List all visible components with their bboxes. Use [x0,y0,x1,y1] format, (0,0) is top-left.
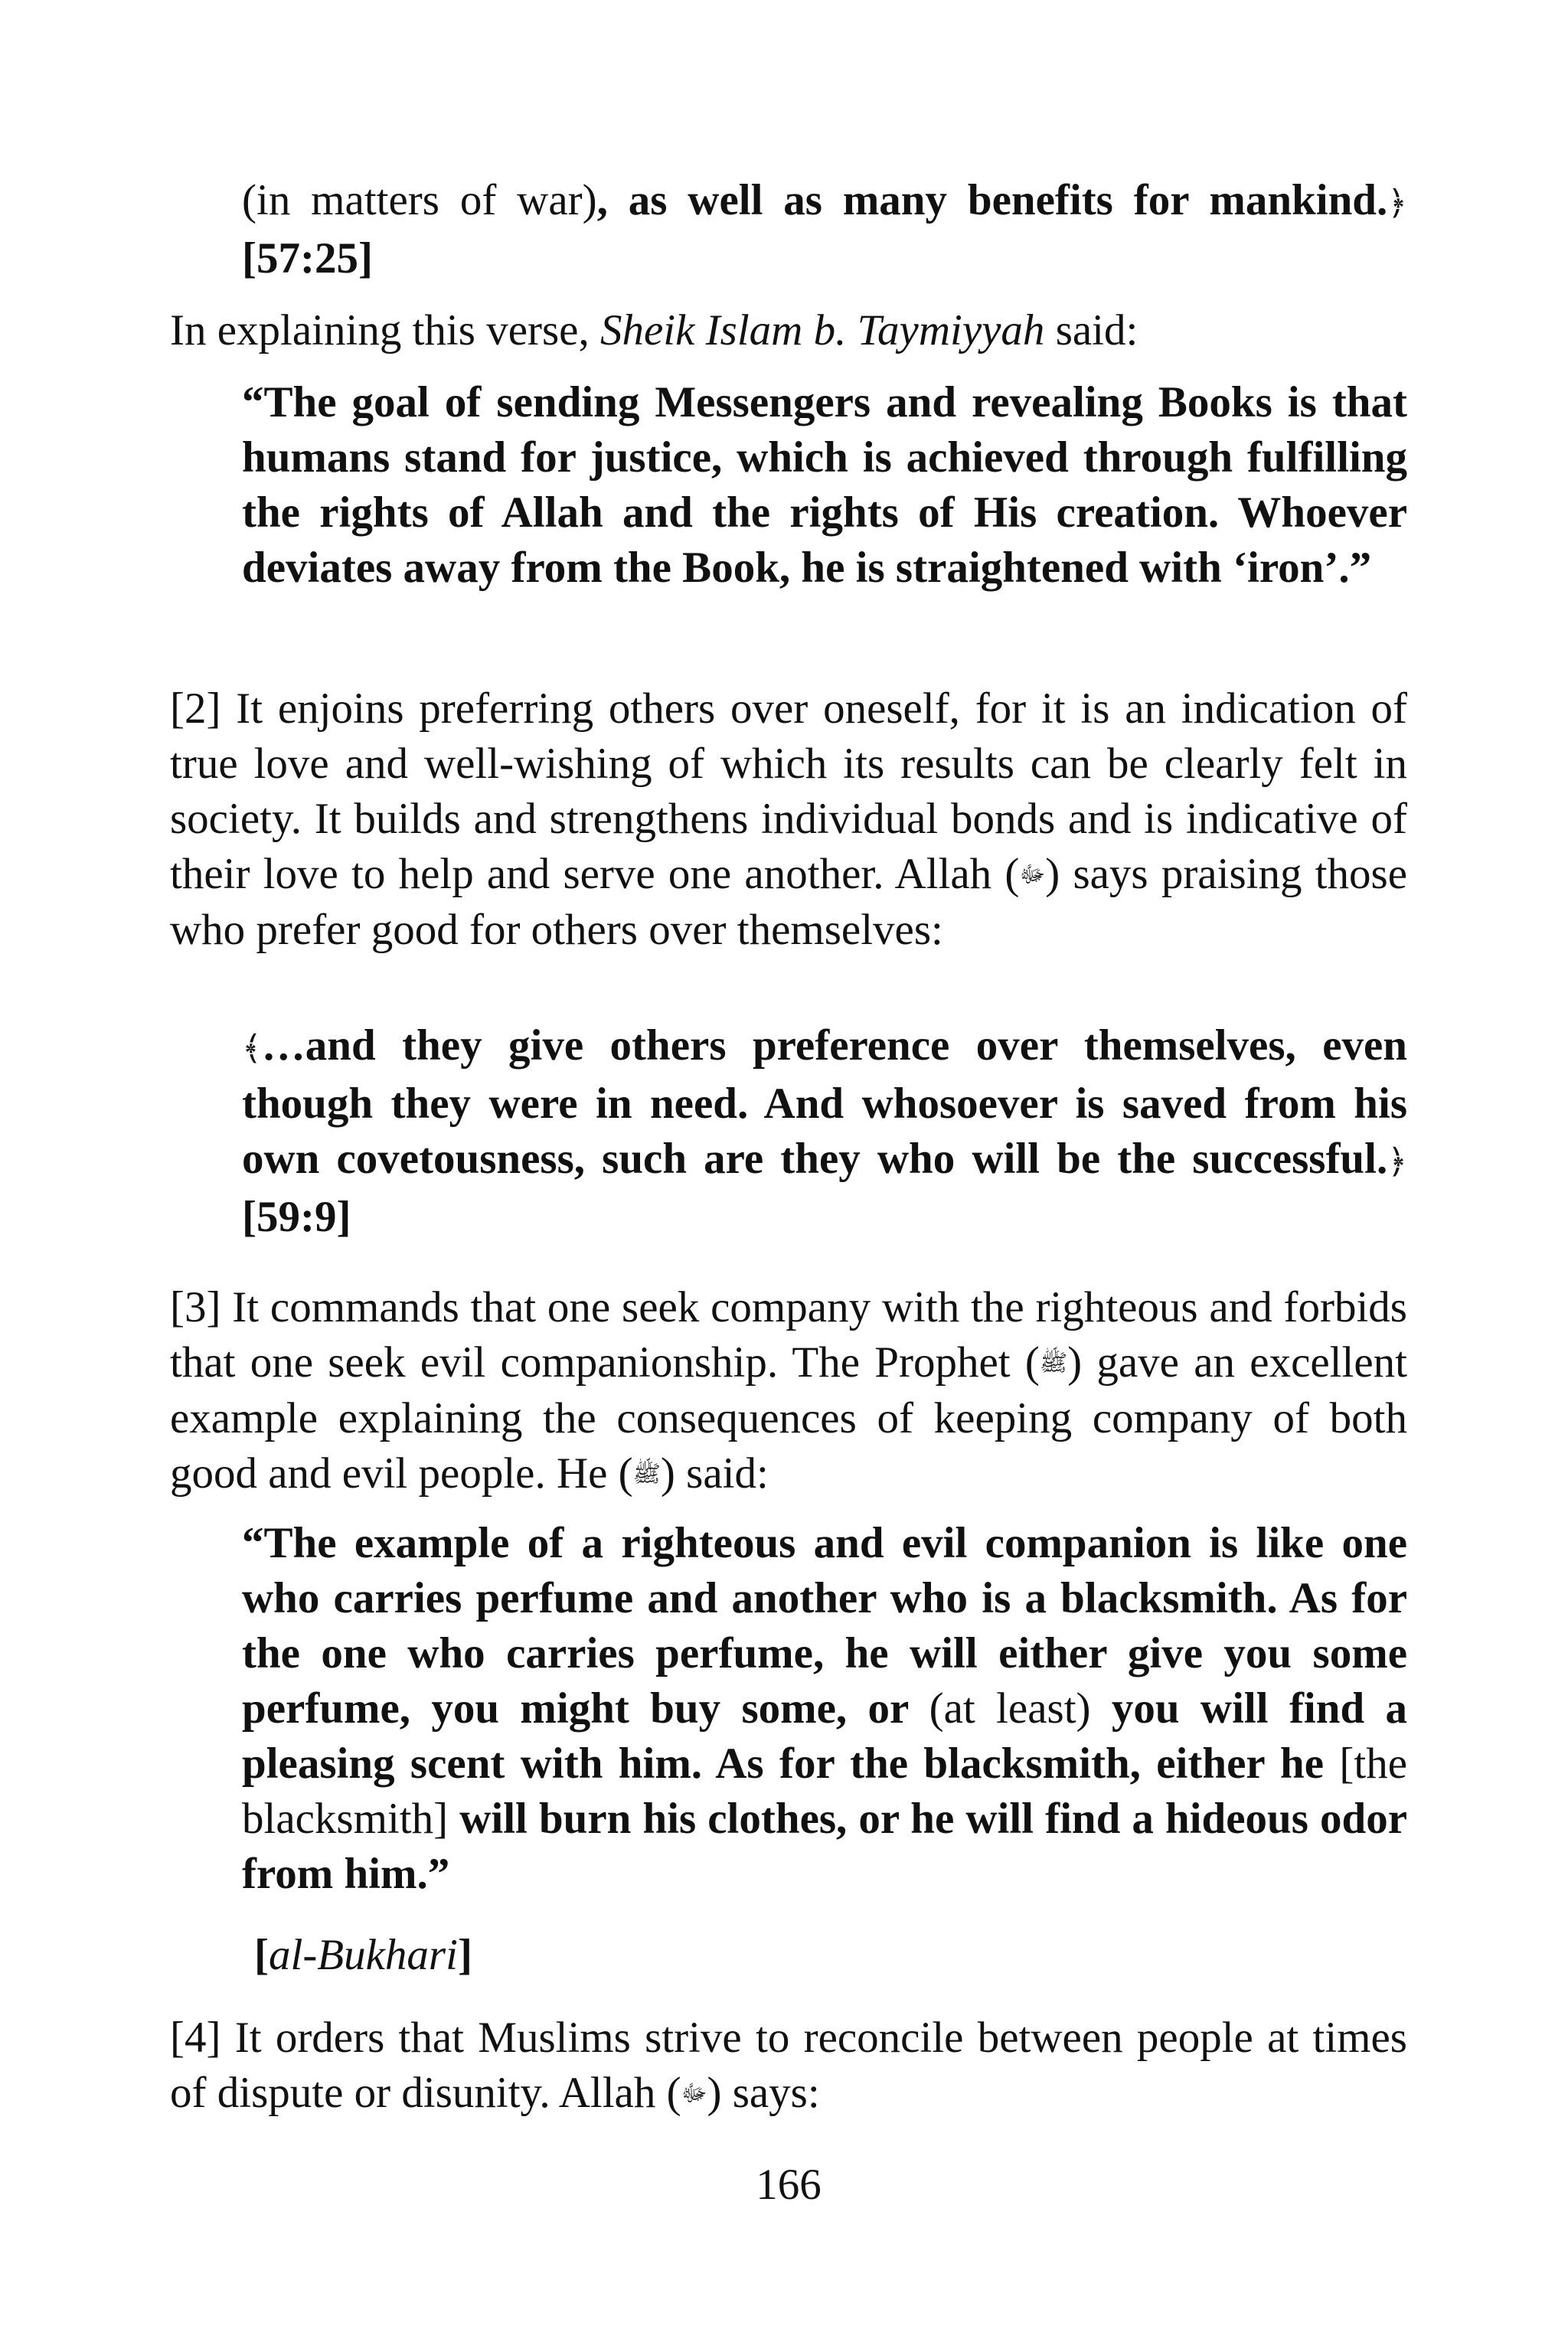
prophet-honorific-icon: ﷺ [1039,1350,1068,1377]
verse-reference: [57:25] [242,234,373,283]
paragraph-point-4: [4] It orders that Muslims strive to reconcile between people at times of dispute or disunity. Allah (ﷻ) says: [170,2014,1407,2117]
quote-taymiyyah: “The goal of sending Messengers and revealing Books is that humans stand for justice, which is achieved through fulfilling the rights of Allah and the rights of His creation. Whoever deviates away from the Book, he is straightened with ‘iron’.” [242,378,1407,592]
deity-honorific-icon: ﷻ [681,2080,707,2107]
verse-continuation [242,173,1407,286]
verse-59-9: ﴾…and they give others preference over themselves, even though they were in need. And whosoever is saved from his own covetousness, such are they who will be the successful.﴿ [59:9] [242,1021,1407,1241]
hadith-source: [al-Bukhari] [254,1931,472,1979]
page-number: 166 [756,2161,822,2209]
verse-aside: (in matters of war) [242,176,597,224]
verse-text: , as well as many benefits for mankind. [596,176,1388,224]
scholar-name: Sheik Islam b. Taymiyyah [599,306,1045,354]
hadith-companion: “The example of a righteous and evil companion is like one who carries perfume and another who is a blacksmith. As for the one who carries perfume, he will either give you some perfume, you might buy some, or (at least) you will find a pleasing scent with him. As for the blacksmith, either he [the blacksmith] will burn his clothes, or he will find a hideous odor from him.” [242,1519,1407,1898]
prophet-honorific-icon: ﷺ [632,1461,661,1488]
paragraph-point-2: [2] It enjoins preferring others over oneself, for it is an indication of true love and well-wishing of which its results can be clearly felt in society. It builds and strengthens individual bonds and is indicative of their love to help and serve one another. Allah (ﷻ) says praising those who prefer good for others over themselves: [170,684,1407,954]
hadith-aside: (at least) [929,1684,1091,1733]
verse-close-bracket-icon: ﴿ [1387,1142,1407,1181]
paragraph-point-3: [3] It commands that one seek company with the righteous and forbids that one seek evil companionship. The Prophet (ﷺ) gave an excellent example explaining the consequences of keeping company of both good and evil people. He (ﷺ) said: [170,1283,1407,1498]
paragraph-explanation-intro: In explaining this verse, Sheik Islam b. Taymiyyah said: [170,306,1138,354]
verse-open-bracket-icon: ﴾ [242,1029,262,1068]
source-name: al-Bukhari [268,1931,458,1979]
hadith-aside: [the blacksmith] [242,1740,1407,1843]
book-page [170,0,1407,2352]
verse-close-bracket-icon: ﴿ [1387,184,1407,223]
verse-reference: [59:9] [242,1193,351,1241]
deity-honorific-icon: ﷻ [1019,861,1046,888]
